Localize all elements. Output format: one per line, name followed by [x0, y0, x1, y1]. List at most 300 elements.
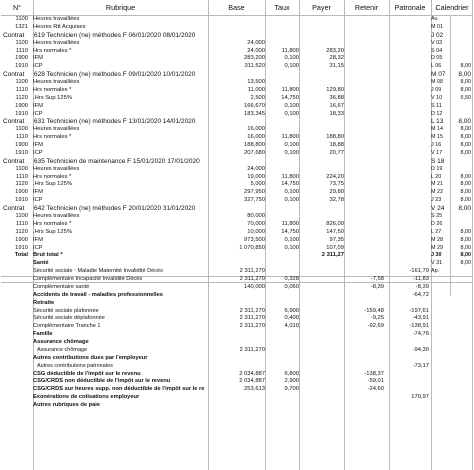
calendar-hours	[450, 55, 471, 63]
row-base	[208, 205, 265, 213]
contract-row	[1, 118, 473, 126]
calendar-hours	[450, 40, 471, 48]
calendar-hours	[450, 339, 471, 347]
row-base: 283,200	[244, 55, 265, 62]
row-taux: 0,100	[284, 63, 299, 70]
row-retenir	[344, 16, 384, 24]
row-code: 1910	[15, 244, 28, 251]
row-patronale	[389, 229, 429, 237]
row-label: IFM	[33, 142, 43, 149]
calendar-day	[431, 276, 450, 284]
row-taux	[265, 32, 299, 40]
row-retenir	[344, 63, 384, 71]
row-payer	[299, 40, 344, 48]
row-retenir	[344, 189, 384, 197]
row-retenir	[344, 197, 384, 205]
row-label: Hrs normales *	[33, 173, 72, 180]
table-row	[1, 245, 473, 253]
row-base: 24,000	[247, 47, 265, 54]
row-code: 1110	[15, 134, 28, 141]
row-taux	[265, 166, 299, 174]
calendar-day	[431, 347, 450, 355]
calendar-day: Ap.	[431, 268, 440, 275]
row-patronale	[389, 142, 429, 150]
row-patronale	[389, 378, 429, 386]
row-base: 24,000	[247, 39, 265, 46]
row-label: Sécurité sociale - Maladie Maternité Invalidité Décès	[33, 268, 163, 275]
row-patronale	[389, 237, 429, 245]
calendar-day: V 17	[431, 149, 443, 156]
row-code: 1110	[15, 47, 28, 54]
row-base	[208, 339, 265, 347]
row-base: 183,345	[244, 110, 265, 117]
calendar-day	[431, 331, 450, 339]
row-retenir	[344, 24, 384, 32]
row-payer	[299, 276, 344, 284]
row-taux: 6,900	[284, 307, 299, 314]
calendar-hours: 8,00	[460, 236, 471, 243]
row-code: 1100	[15, 16, 28, 22]
calendar-day: J 23	[431, 197, 442, 204]
row-patronale	[389, 16, 429, 24]
table-row	[1, 48, 473, 56]
calendar-hours	[450, 32, 471, 40]
row-patronale	[389, 166, 429, 174]
row-label: Autres contributions dues par l'employeur	[33, 354, 148, 361]
calendar-hours: 8,00	[458, 118, 471, 126]
table-row	[1, 229, 473, 237]
calendar-hours	[450, 402, 471, 410]
row-patronale: -197,61	[409, 307, 429, 314]
calendar-hours	[450, 394, 471, 402]
contract-row	[1, 158, 473, 166]
row-taux	[265, 260, 299, 268]
row-code: Total	[14, 252, 28, 259]
table-row	[1, 24, 473, 32]
calendar-hours	[450, 347, 471, 355]
row-label: Heures travaillées	[33, 79, 80, 86]
row-label: Heures travaillées	[33, 213, 80, 219]
calendar-day: S 25	[431, 213, 443, 219]
row-code: 1100	[15, 79, 28, 86]
row-retenir: -138,37	[364, 370, 384, 377]
table-row	[1, 315, 473, 323]
row-code	[1, 371, 28, 379]
row-label: Hrs normales *	[33, 134, 72, 141]
row-retenir	[344, 181, 384, 189]
row-label: .Hrs Sup 125%	[33, 181, 72, 188]
row-label: Heures travaillées	[33, 39, 80, 46]
row-payer: 28,32	[329, 55, 344, 62]
calendar-day: M 15	[431, 134, 443, 141]
table-row	[1, 276, 473, 284]
table-row	[1, 268, 473, 276]
row-label: 619 Technicien (ne) méthodes F 06/01/2020 08/01/2020	[34, 31, 196, 39]
calendar-day: M 29	[431, 244, 443, 251]
row-taux	[265, 339, 299, 347]
header-base: Base	[228, 3, 245, 12]
section-row	[1, 378, 473, 386]
row-retenir	[344, 166, 384, 174]
row-taux: 0,328	[284, 276, 299, 283]
table-row	[1, 150, 473, 158]
table-row	[1, 174, 473, 182]
row-taux: 0,100	[284, 55, 299, 62]
calendar-day	[431, 371, 450, 379]
calendar-day	[431, 292, 450, 300]
row-patronale	[389, 71, 429, 79]
row-payer: 188,80	[326, 134, 344, 141]
calendar-hours: 8,00	[460, 173, 471, 180]
row-retenir	[344, 221, 384, 229]
contract-row	[1, 71, 473, 79]
row-payer: 29,80	[329, 189, 344, 196]
row-code: 1100	[15, 165, 28, 172]
row-label: ICP	[33, 110, 43, 117]
row-code	[1, 268, 28, 276]
row-taux	[265, 300, 299, 308]
calendar-day: L 27	[431, 228, 442, 235]
row-label: CSG déductible de l'impôt sur le revenu	[33, 370, 141, 377]
header-taux: Taux	[274, 3, 290, 12]
row-taux	[265, 205, 299, 213]
row-retenir: -59,01	[367, 378, 384, 385]
row-label: .Hrs Sup 125%	[33, 94, 72, 101]
table-row	[1, 134, 473, 142]
row-code: 1900	[15, 102, 28, 109]
row-payer	[299, 315, 344, 323]
row-patronale	[389, 158, 429, 166]
calendar-hours: 8,00	[460, 86, 471, 93]
row-retenir	[344, 252, 384, 260]
row-code	[1, 363, 28, 371]
row-label: 628 Technicien (ne) méthodes F 09/01/2020 10/01/2020	[34, 71, 196, 79]
calendar-day: M 21	[431, 181, 443, 188]
row-patronale: -74,76	[412, 331, 429, 338]
row-retenir	[344, 126, 384, 134]
row-patronale	[389, 386, 429, 394]
row-payer: 73,75	[329, 181, 344, 188]
row-patronale: -73,17	[412, 362, 429, 369]
row-payer	[299, 331, 344, 339]
calendar-day: M 01	[431, 23, 443, 30]
table-row	[1, 347, 473, 355]
row-code: Contrat	[3, 118, 25, 126]
calendar-hours: 8,00	[460, 181, 471, 188]
row-base: 253,613	[244, 386, 265, 393]
calendar-hours	[450, 213, 471, 221]
row-patronale	[389, 252, 429, 260]
calendar-hours: 8,00	[460, 252, 471, 259]
row-base: 166,670	[244, 102, 265, 109]
table-row	[1, 323, 473, 331]
row-base: 2 311,270	[239, 276, 265, 283]
calendar-day	[431, 315, 450, 323]
row-code	[1, 308, 28, 316]
calendar-day: S 11	[431, 102, 442, 109]
row-payer	[299, 308, 344, 316]
row-retenir	[344, 339, 384, 347]
row-code: 1910	[15, 63, 28, 70]
row-payer	[299, 166, 344, 174]
row-payer	[299, 24, 344, 32]
row-payer	[299, 300, 344, 308]
header-calendrier: Calendrier	[435, 3, 469, 12]
row-label: Heures Rtt Acquises	[33, 23, 86, 30]
row-retenir	[344, 79, 384, 87]
row-retenir	[344, 213, 384, 221]
row-retenir	[344, 394, 384, 402]
header-num: N°	[12, 3, 22, 12]
row-base: 2 311,270	[239, 307, 265, 314]
calendar-hours	[450, 111, 471, 119]
calendar-day	[431, 386, 450, 394]
row-retenir	[344, 229, 384, 237]
row-label: ICP	[33, 197, 43, 204]
row-patronale	[389, 174, 429, 182]
row-payer	[299, 347, 344, 355]
row-retenir	[344, 55, 384, 63]
row-code	[1, 292, 28, 300]
row-base: 2 034,887	[239, 370, 265, 377]
row-payer	[299, 71, 344, 79]
table-row	[1, 237, 473, 245]
header-retenir: Retenir	[354, 3, 379, 12]
row-label: CSG/CRDS sur heures supp. non déductible de l'impôt sur le re	[33, 386, 205, 393]
row-base: 207,680	[244, 149, 265, 156]
row-patronale: 170,97	[411, 394, 429, 401]
row-code	[1, 339, 28, 347]
row-code	[1, 284, 28, 292]
calendar-day: M 22	[431, 189, 443, 196]
row-base	[208, 260, 265, 268]
row-code	[1, 394, 28, 402]
calendar-day: M 28	[431, 236, 443, 243]
row-taux: 0,100	[284, 110, 299, 117]
row-payer	[299, 158, 344, 166]
row-payer	[299, 118, 344, 126]
row-payer: 97,35	[329, 236, 344, 243]
calendar-day: V 03	[431, 39, 443, 46]
row-retenir	[344, 205, 384, 213]
calendar-hours	[450, 166, 471, 174]
row-taux: 14,750	[281, 94, 299, 101]
calendar-day: D 12	[431, 110, 443, 117]
row-payer: 18,33	[329, 110, 344, 117]
header-payer: Payer	[312, 3, 331, 12]
calendar-day	[431, 394, 450, 402]
calendar-day: M 08	[431, 79, 443, 86]
row-payer	[299, 386, 344, 394]
row-base	[208, 363, 265, 371]
row-payer: 20,77	[329, 149, 344, 156]
row-payer	[299, 378, 344, 386]
row-code	[1, 300, 28, 308]
row-patronale	[389, 402, 429, 410]
calendar-hours	[450, 103, 471, 111]
row-taux: 6,800	[284, 370, 299, 377]
row-taux: 4,010	[284, 323, 299, 330]
row-base: 70,000	[247, 220, 265, 227]
section-row	[1, 260, 473, 268]
row-code	[1, 347, 28, 355]
row-retenir	[344, 300, 384, 308]
row-label: .Hrs Sup 125%	[33, 228, 72, 235]
row-code: 1100	[15, 126, 28, 133]
row-base: 2 311,270	[239, 315, 265, 322]
row-payer: 16,67	[329, 102, 344, 109]
row-base: 2 311,270	[239, 268, 265, 275]
calendar-day: J 09	[431, 86, 442, 93]
row-code: 1900	[15, 236, 28, 243]
calendar-day: L 20	[431, 173, 442, 180]
row-label: 642 Technicien (ne) méthodes F 20/01/2020 31/01/2020	[34, 205, 196, 213]
calendar-day	[431, 355, 450, 363]
row-retenir	[344, 292, 384, 300]
calendar-day: L 13	[431, 118, 444, 126]
row-label: Accidents de travail - maladies professionnelles	[33, 291, 163, 298]
row-retenir	[344, 40, 384, 48]
row-base	[208, 300, 265, 308]
row-payer: 32,78	[329, 197, 344, 204]
table-row	[1, 95, 473, 103]
row-retenir	[344, 363, 384, 371]
row-base: 10,000	[247, 228, 265, 235]
row-patronale	[389, 126, 429, 134]
row-retenir	[344, 268, 384, 276]
row-retenir	[344, 174, 384, 182]
section-row	[1, 394, 473, 402]
row-label: Heures travaillées	[33, 165, 80, 172]
row-payer	[299, 32, 344, 40]
row-patronale: -8,39	[415, 283, 429, 290]
row-taux	[265, 268, 299, 276]
row-code	[1, 378, 28, 386]
row-retenir	[344, 142, 384, 150]
row-payer	[299, 79, 344, 87]
row-payer	[299, 363, 344, 371]
row-code: 1100	[15, 213, 28, 219]
calendar-hours	[450, 221, 471, 229]
row-base	[208, 71, 265, 79]
row-patronale: -138,91	[409, 323, 429, 330]
row-patronale	[389, 55, 429, 63]
row-code	[1, 315, 28, 323]
row-label: Heures travaillées	[33, 126, 80, 133]
row-patronale: -43,91	[412, 315, 429, 322]
row-base: 5,000	[250, 181, 265, 188]
calendar-hours	[450, 386, 471, 394]
calendar-day	[431, 339, 450, 347]
row-base: 973,500	[244, 236, 265, 243]
row-retenir: -7,58	[370, 276, 384, 283]
row-payer: 147,50	[326, 228, 344, 235]
table-row	[1, 55, 473, 63]
row-base: 19,000	[247, 173, 265, 180]
calendar-hours: 8,00	[460, 126, 471, 133]
calendar-day: V 31	[431, 260, 443, 267]
row-taux: 0,060	[284, 283, 299, 290]
calendar-day: L 06	[431, 63, 442, 70]
table-row	[1, 221, 473, 229]
row-taux	[265, 40, 299, 48]
calendar-hours	[450, 378, 471, 386]
calendar-hours	[450, 331, 471, 339]
table-row	[1, 197, 473, 205]
row-base: 297,950	[244, 189, 265, 196]
row-label: Exonérations de cotisations employeur	[33, 394, 140, 401]
row-taux	[265, 118, 299, 126]
row-retenir	[344, 118, 384, 126]
row-retenir	[344, 111, 384, 119]
row-label: Santé	[33, 260, 49, 267]
row-patronale	[389, 213, 429, 221]
section-row	[1, 300, 473, 308]
row-base	[208, 292, 265, 300]
row-taux	[265, 126, 299, 134]
row-base	[208, 32, 265, 40]
row-patronale	[389, 181, 429, 189]
calendar-hours	[450, 363, 471, 371]
calendar-day: Av.	[431, 16, 439, 22]
calendar-hours	[450, 268, 471, 276]
row-base: 24,000	[247, 165, 265, 172]
row-taux: 0,100	[284, 189, 299, 196]
table-row	[1, 363, 473, 371]
calendar-day	[431, 363, 450, 371]
row-taux	[265, 16, 299, 24]
row-taux	[265, 71, 299, 79]
row-payer: 224,20	[326, 173, 344, 180]
row-label: IFM	[33, 102, 43, 109]
calendar-hours: 8,00	[460, 134, 471, 141]
row-patronale: -94,30	[412, 346, 429, 353]
calendar-day	[431, 402, 450, 410]
row-patronale	[389, 103, 429, 111]
row-patronale	[389, 24, 429, 32]
row-payer: 31,15	[329, 63, 344, 70]
table-row	[1, 284, 473, 292]
row-taux	[265, 252, 299, 260]
row-base: 1 070,850	[239, 244, 265, 251]
row-taux	[265, 347, 299, 355]
row-code: 1900	[15, 55, 28, 62]
row-base: 80,000	[247, 213, 265, 219]
row-code: Contrat	[3, 71, 25, 79]
row-patronale	[389, 48, 429, 56]
total-row	[1, 252, 473, 260]
row-taux: 0,400	[284, 315, 299, 322]
row-taux: 14,750	[281, 181, 299, 188]
row-code: Contrat	[3, 157, 25, 165]
row-payer	[299, 402, 344, 410]
table-row	[1, 142, 473, 150]
calendar-hours: 8,00	[458, 71, 471, 79]
row-retenir: -9,25	[370, 315, 384, 322]
row-base: 327,750	[244, 197, 265, 204]
row-label: Heures travaillées	[33, 16, 80, 22]
row-label: 631 Technicien (ne) méthodes F 13/01/2020 14/01/2020	[34, 118, 196, 126]
row-patronale	[389, 134, 429, 142]
row-retenir: -8,39	[370, 283, 384, 290]
calendar-hours	[450, 16, 471, 24]
calendar-hours: 8,00	[460, 149, 471, 156]
table-row	[1, 63, 473, 71]
calendar-hours: 8,00	[460, 142, 471, 149]
row-patronale: -64,72	[412, 291, 429, 298]
table-row	[1, 87, 473, 95]
row-patronale	[389, 40, 429, 48]
